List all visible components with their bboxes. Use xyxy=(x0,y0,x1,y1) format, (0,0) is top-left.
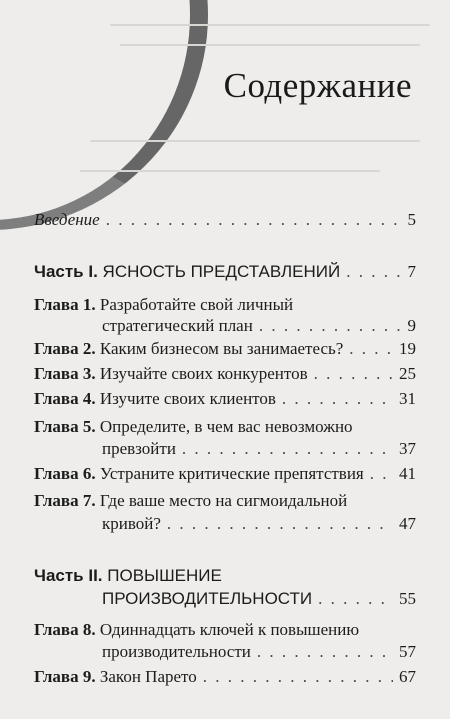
page-number: 25 xyxy=(399,364,416,383)
page-number: 7 xyxy=(407,262,416,281)
chapter-label: Глава 4. xyxy=(34,389,96,408)
page-number: 5 xyxy=(407,210,416,229)
chapter-title-cont: превзойти xyxy=(102,439,176,458)
page-number: 47 xyxy=(399,514,416,533)
dot-leader xyxy=(349,339,393,359)
chapter-title: Закон Парето xyxy=(99,667,197,686)
toc-entry-part-2-line1[interactable] xyxy=(34,566,222,586)
entry-label: Часть I. ЯСНОСТЬ ПРЕДСТАВЛЕНИЙ xyxy=(34,262,341,281)
toc-entry-chapter-9[interactable] xyxy=(34,667,416,687)
chapter-title: Изучайте своих конкурентов xyxy=(99,364,308,383)
chapter-title: Где ваше место на сигмоидальной xyxy=(99,491,348,510)
part-title-cont: ПРОИЗВОДИТЕЛЬНОСТИ xyxy=(102,589,313,608)
toc-entry-chapter-7-line1[interactable] xyxy=(34,491,347,511)
decorative-arc xyxy=(0,0,208,230)
dot-leader xyxy=(203,667,393,687)
chapter-title-cont: кривой? xyxy=(102,514,161,533)
dot-leader xyxy=(259,316,402,336)
part-title: ПОВЫШЕНИЕ xyxy=(107,566,222,585)
toc-entry-chapter-7-line2[interactable] xyxy=(102,514,416,534)
bleed-through-line xyxy=(90,140,420,142)
chapter-title-cont: стратегический план xyxy=(102,316,253,335)
toc-entry-chapter-1-line1[interactable] xyxy=(34,295,293,315)
chapter-title: Определите, в чем вас невозможно xyxy=(99,417,353,436)
chapter-label: Глава 3. xyxy=(34,364,96,383)
toc-entry-chapter-8-line1[interactable] xyxy=(34,620,359,640)
toc-entry-part-1[interactable] xyxy=(34,262,416,282)
chapter-label: Глава 2. xyxy=(34,339,96,358)
page-number: 41 xyxy=(399,464,416,483)
toc-entry-chapter-8-line2[interactable] xyxy=(102,642,416,662)
page-number: 55 xyxy=(399,589,416,608)
chapter-label: Глава 1. xyxy=(34,295,96,314)
chapter-label: Глава 8. xyxy=(34,620,96,639)
toc-entry-part-2-line2[interactable] xyxy=(102,589,416,609)
dot-leader xyxy=(370,464,393,484)
chapter-title: Устраните критические препятствия xyxy=(99,464,364,483)
part-label: Часть II. xyxy=(34,566,103,585)
entry-label: Введение xyxy=(34,210,100,229)
toc-entry-chapter-1-line2[interactable] xyxy=(102,316,416,336)
chapter-title: Одиннадцать ключей к повышению xyxy=(99,620,360,639)
chapter-label: Глава 5. xyxy=(34,417,96,436)
page-number: 9 xyxy=(407,316,416,335)
dot-leader xyxy=(318,589,393,609)
chapter-title: Изучите своих клиентов xyxy=(99,389,276,408)
bleed-through-line xyxy=(110,24,430,26)
bleed-through-line xyxy=(80,170,380,172)
page-number: 19 xyxy=(399,339,416,358)
toc-entry-chapter-3[interactable] xyxy=(34,364,416,384)
dot-leader xyxy=(167,514,393,534)
dot-leader xyxy=(282,389,393,409)
page-number: 57 xyxy=(399,642,416,661)
dot-leader xyxy=(106,210,402,230)
dot-leader xyxy=(346,262,401,282)
bleed-through-line xyxy=(120,44,420,46)
chapter-label: Глава 9. xyxy=(34,667,96,686)
chapter-title-cont: производительности xyxy=(102,642,251,661)
chapter-label: Глава 7. xyxy=(34,491,96,510)
page-number: 31 xyxy=(399,389,416,408)
toc-entry-intro[interactable] xyxy=(34,210,416,230)
dot-leader xyxy=(314,364,393,384)
toc-entry-chapter-5-line2[interactable] xyxy=(102,439,416,459)
chapter-label: Глава 6. xyxy=(34,464,96,483)
page-number: 67 xyxy=(399,667,416,686)
page-title: Содержание xyxy=(223,66,412,105)
toc-entry-chapter-6[interactable] xyxy=(34,464,416,484)
toc-entry-chapter-2[interactable] xyxy=(34,339,416,359)
dot-leader xyxy=(182,439,393,459)
chapter-title: Разработайте свой личный xyxy=(99,295,294,314)
chapter-title: Каким бизнесом вы занимаетесь? xyxy=(99,339,344,358)
page-number: 37 xyxy=(399,439,416,458)
toc-entry-chapter-4[interactable] xyxy=(34,389,416,409)
toc-entry-chapter-5-line1[interactable] xyxy=(34,417,353,437)
dot-leader xyxy=(257,642,393,662)
